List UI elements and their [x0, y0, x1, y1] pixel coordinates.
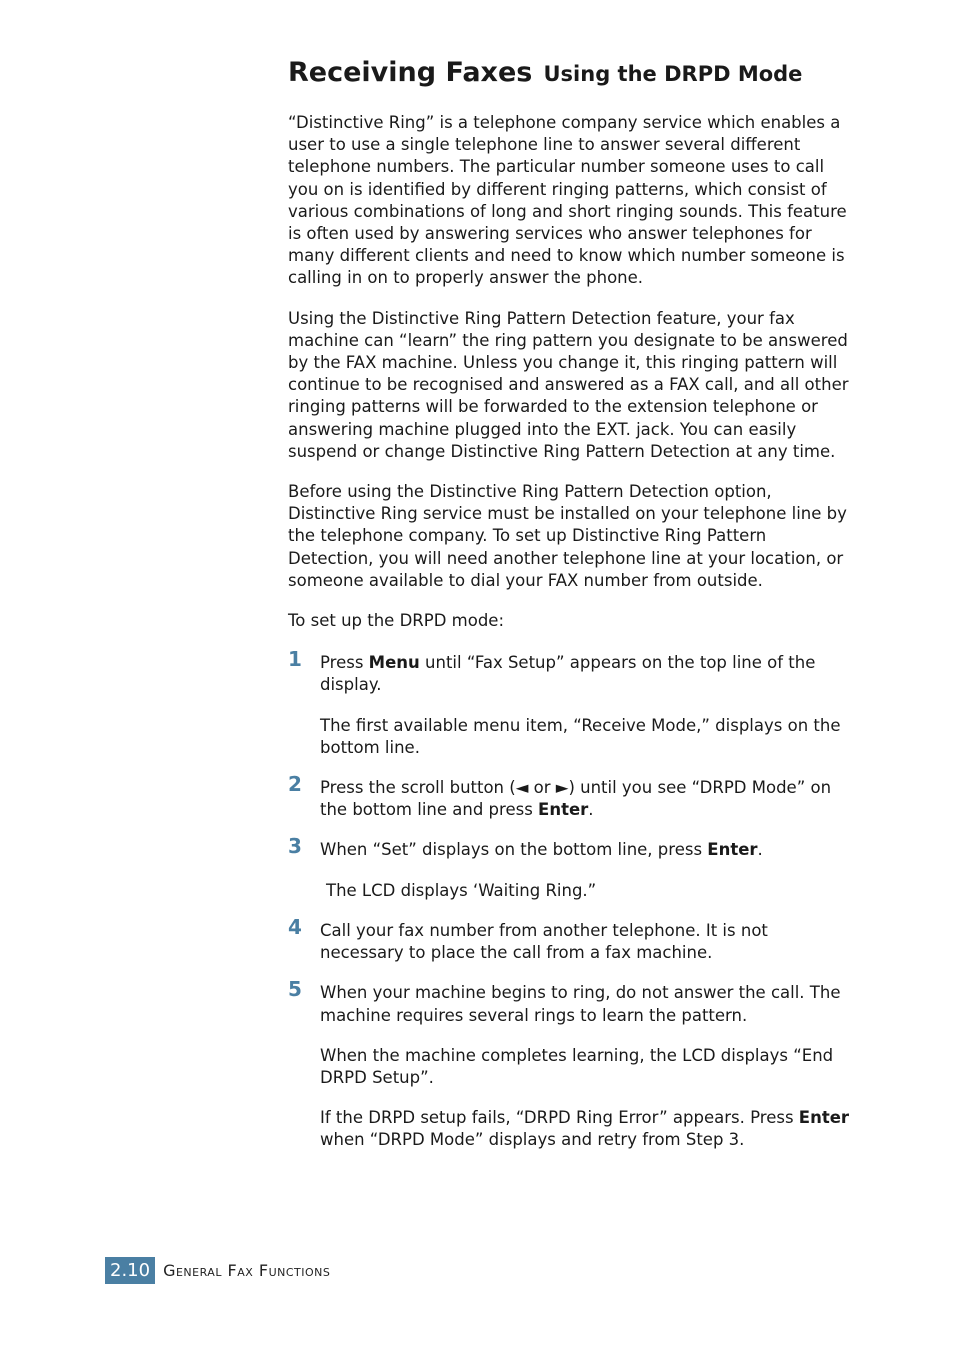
paragraph-distinctive-ring: “Distinctive Ring” is a telephone company service which enables a user to use a single telephone line to answer several different telephone numbers. The particular number someone uses to call you on is identified by different ringing patterns, which consist of various combinations of long and short ringing sounds. This feature is often used by answering services who answer telephones for many different clients and need to know which number someone is calling in on to properly answer the phone. [288, 113, 847, 288]
step-number: 2 [288, 772, 302, 797]
paragraph-pattern-detection: Using the Distinctive Ring Pattern Detection feature, your fax machine can “learn” the ring pattern you designate to be answered by the FAX machine. Unless you change it, this ringing pattern will continue to be recognised and answered as a FAX call, and all other ringing patterns will be forwarded to the extension telephone or answering machine plugged into the EXT. jack. You can easily suspend or change Distinctive Ring Pattern Detection at any time. [288, 308, 849, 461]
step-text: When your machine begins to ring, do not answer the call. The machine requires several rings to learn the pattern. [320, 983, 841, 1025]
step-4 [288, 914, 854, 964]
step-text: Press Menu until “Fax Setup” appears on the top line of the display. [320, 653, 816, 695]
title-sub: Using the DRPD Mode [543, 62, 803, 86]
step-text: When “Set” displays on the bottom line, press Enter. [320, 840, 763, 860]
page-content [288, 50, 854, 1152]
paragraph-before-using: Before using the Distinctive Ring Pattern Detection option, Distinctive Ring service must be installed on your telephone line by the telephone company. To set up Distinctive Ring Pattern Detection, you will need another telephone line at your location, or someone available to dial your FAX number from outside. [288, 482, 847, 590]
title-main: Receiving Faxes [288, 57, 533, 88]
step-text: Call your fax number from another telephone. It is not necessary to place the call from a fax machine. [320, 920, 768, 963]
step-2 [288, 772, 854, 821]
section-name: General Fax Functions [163, 1260, 331, 1280]
steps-list [288, 647, 854, 1151]
step-note-error: If the DRPD setup fails, “DRPD Ring Error” appears. Press Enter when “DRPD Mode” displays and retry from Step 3. [320, 1108, 850, 1150]
step-number: 3 [288, 834, 302, 859]
step-note: The first available menu item, “Receive Mode,” displays on the bottom line. [320, 715, 841, 757]
step-5 [288, 977, 854, 1151]
paragraph-setup-intro: To set up the DRPD mode: [288, 611, 504, 631]
page-number: 2.10 [105, 1257, 155, 1284]
step-1 [288, 647, 854, 759]
page-footer [105, 1256, 330, 1284]
step-note: The LCD displays ‘Waiting Ring.” [326, 880, 597, 900]
step-number: 5 [288, 977, 302, 1002]
step-3 [288, 834, 854, 901]
step-number: 4 [288, 914, 302, 939]
step-text: Press the scroll button (◄ or ►) until you see “DRPD Mode” on the bottom line and press Enter. [320, 778, 832, 820]
step-number: 1 [288, 647, 302, 672]
page-title [288, 50, 854, 94]
step-note: When the machine completes learning, the LCD displays “End DRPD Setup”. [320, 1045, 834, 1087]
